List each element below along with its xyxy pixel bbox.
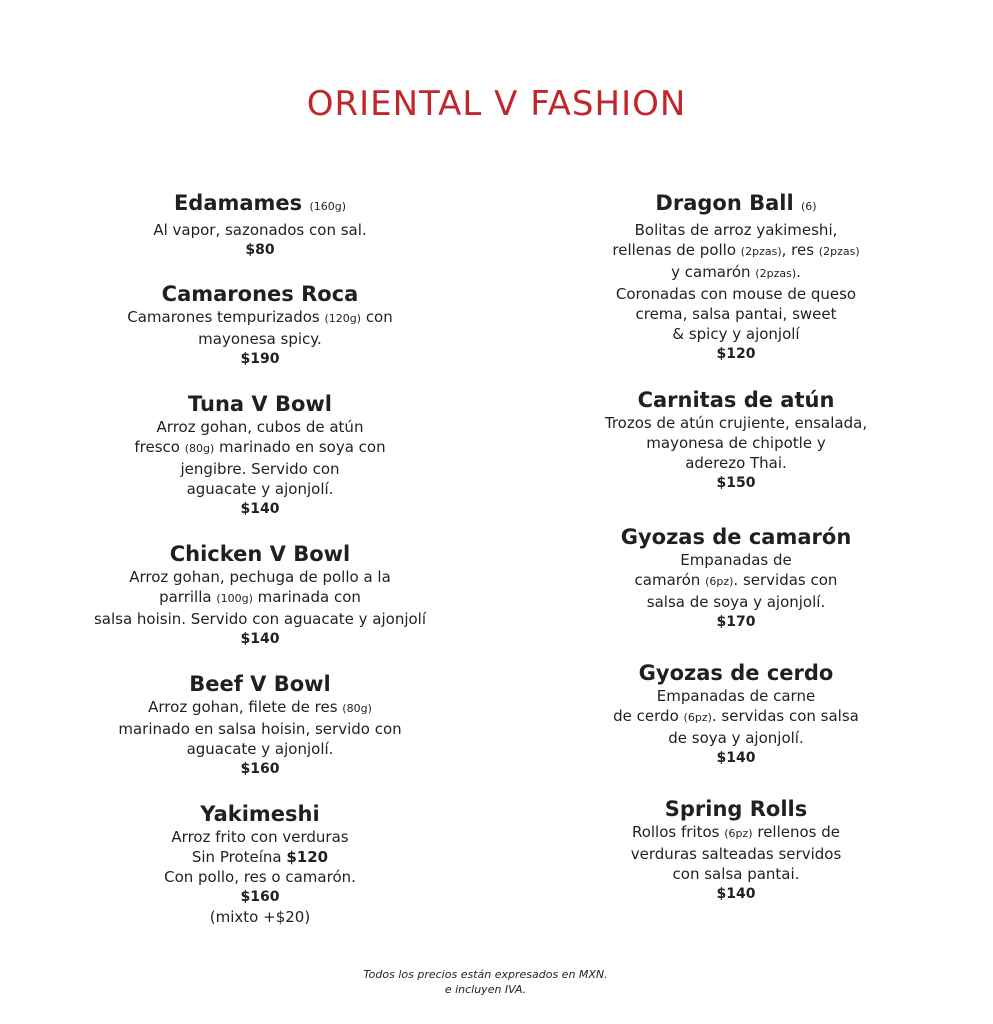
- item-name: Beef V Bowl: [189, 672, 331, 696]
- menu-item-chicken-v-bowl: [60, 541, 460, 649]
- item-description: Coronadas con mouse de queso: [615, 285, 857, 303]
- item-description: Empanadas de: [680, 551, 792, 569]
- item-description: crema, salsa pantai, sweet: [635, 305, 837, 323]
- item-price: $190: [240, 351, 280, 367]
- footer-line: Todos los precios están expresados en MXN.: [363, 968, 608, 981]
- menu-item-camarones-roca: [60, 281, 460, 369]
- item-name: Camarones Roca: [161, 282, 359, 306]
- item-description: & spicy y ajonjolí: [672, 325, 800, 343]
- item-price: $150: [716, 475, 756, 491]
- item-description: rellenas de pollo (2pzas), res (2pzas): [612, 241, 860, 259]
- price-disclaimer: [0, 967, 971, 997]
- menu-item-yakimeshi: [60, 801, 460, 927]
- item-description: mayonesa de chipotle y: [646, 434, 826, 452]
- item-name: Gyozas de cerdo: [638, 661, 834, 685]
- item-name: Edamames (160g): [173, 191, 347, 215]
- item-description: de soya y ajonjolí.: [668, 729, 804, 747]
- menu-item-tuna-v-bowl: [60, 391, 460, 519]
- item-description: salsa de soya y ajonjolí.: [646, 593, 826, 611]
- item-price: $120: [716, 346, 756, 362]
- item-name: Spring Rolls: [664, 797, 808, 821]
- item-price: $160: [240, 761, 280, 777]
- item-name: Yakimeshi: [200, 802, 320, 826]
- item-description: Arroz gohan, cubos de atún: [156, 418, 364, 436]
- item-description: y camarón (2pzas).: [671, 263, 801, 281]
- menu-item-gyozas-de-cerdo: [556, 660, 916, 768]
- item-qty: (160g): [309, 200, 347, 213]
- item-description: de cerdo (6pz). servidas con salsa: [613, 707, 859, 725]
- item-description: Rollos fritos (6pz) rellenos de: [631, 823, 841, 841]
- item-description: Bolitas de arroz yakimeshi,: [634, 221, 838, 239]
- item-description: Con pollo, res o camarón.: [164, 868, 356, 886]
- item-description: Camarones tempurizados (120g) con: [127, 308, 393, 326]
- item-extra: (mixto +$20): [209, 908, 311, 926]
- item-qty: (6): [800, 200, 817, 213]
- menu-item-beef-v-bowl: [60, 671, 460, 779]
- item-description: fresco (80g) marinado en soya con: [134, 438, 386, 456]
- item-description: Trozos de atún crujiente, ensalada,: [604, 414, 868, 432]
- item-description: Empanadas de carne: [656, 687, 816, 705]
- item-price: $140: [240, 631, 280, 647]
- item-description: Sin Proteína $120: [191, 848, 329, 866]
- item-description: parrilla (100g) marinada con: [159, 588, 361, 606]
- item-description: camarón (6pz). servidas con: [634, 571, 838, 589]
- item-description: verduras salteadas servidos: [630, 845, 842, 863]
- item-description: aderezo Thai.: [685, 454, 787, 472]
- item-name: Carnitas de atún: [637, 388, 835, 412]
- item-description: jengibre. Servido con: [180, 460, 340, 478]
- item-price: $140: [240, 501, 280, 517]
- item-name: Tuna V Bowl: [188, 392, 332, 416]
- item-name: Dragon Ball (6): [655, 191, 817, 215]
- item-description: aguacate y ajonjolí.: [186, 740, 334, 758]
- item-description: Arroz gohan, filete de res (80g): [148, 698, 372, 716]
- footer-line: e incluyen IVA.: [444, 983, 527, 996]
- item-description: aguacate y ajonjolí.: [186, 480, 334, 498]
- item-name: Gyozas de camarón: [620, 525, 852, 549]
- item-description: Arroz gohan, pechuga de pollo a la: [129, 568, 391, 586]
- menu-item-edamames: [60, 190, 460, 260]
- item-price: $170: [716, 614, 756, 630]
- menu-item-carnitas-de-atun: [556, 387, 916, 493]
- item-description: Arroz frito con verduras: [171, 828, 349, 846]
- item-description: marinado en salsa hoisin, servido con: [118, 720, 402, 738]
- item-description: mayonesa spicy.: [198, 330, 322, 348]
- item-description: con salsa pantai.: [672, 865, 800, 883]
- item-name: Chicken V Bowl: [169, 542, 351, 566]
- menu-item-dragon-ball: [556, 190, 916, 364]
- menu-item-gyozas-de-camaron: [556, 524, 916, 632]
- item-description: salsa hoisin. Servido con aguacate y ajonjolí: [93, 610, 427, 628]
- item-price: $80: [245, 242, 275, 258]
- item-price: $160: [240, 889, 280, 905]
- item-price: $140: [716, 750, 756, 766]
- page-title: ORIENTAL V FASHION: [306, 84, 687, 124]
- item-price: $140: [716, 886, 756, 902]
- item-description: Al vapor, sazonados con sal.: [153, 221, 367, 239]
- menu-item-spring-rolls: [556, 796, 916, 904]
